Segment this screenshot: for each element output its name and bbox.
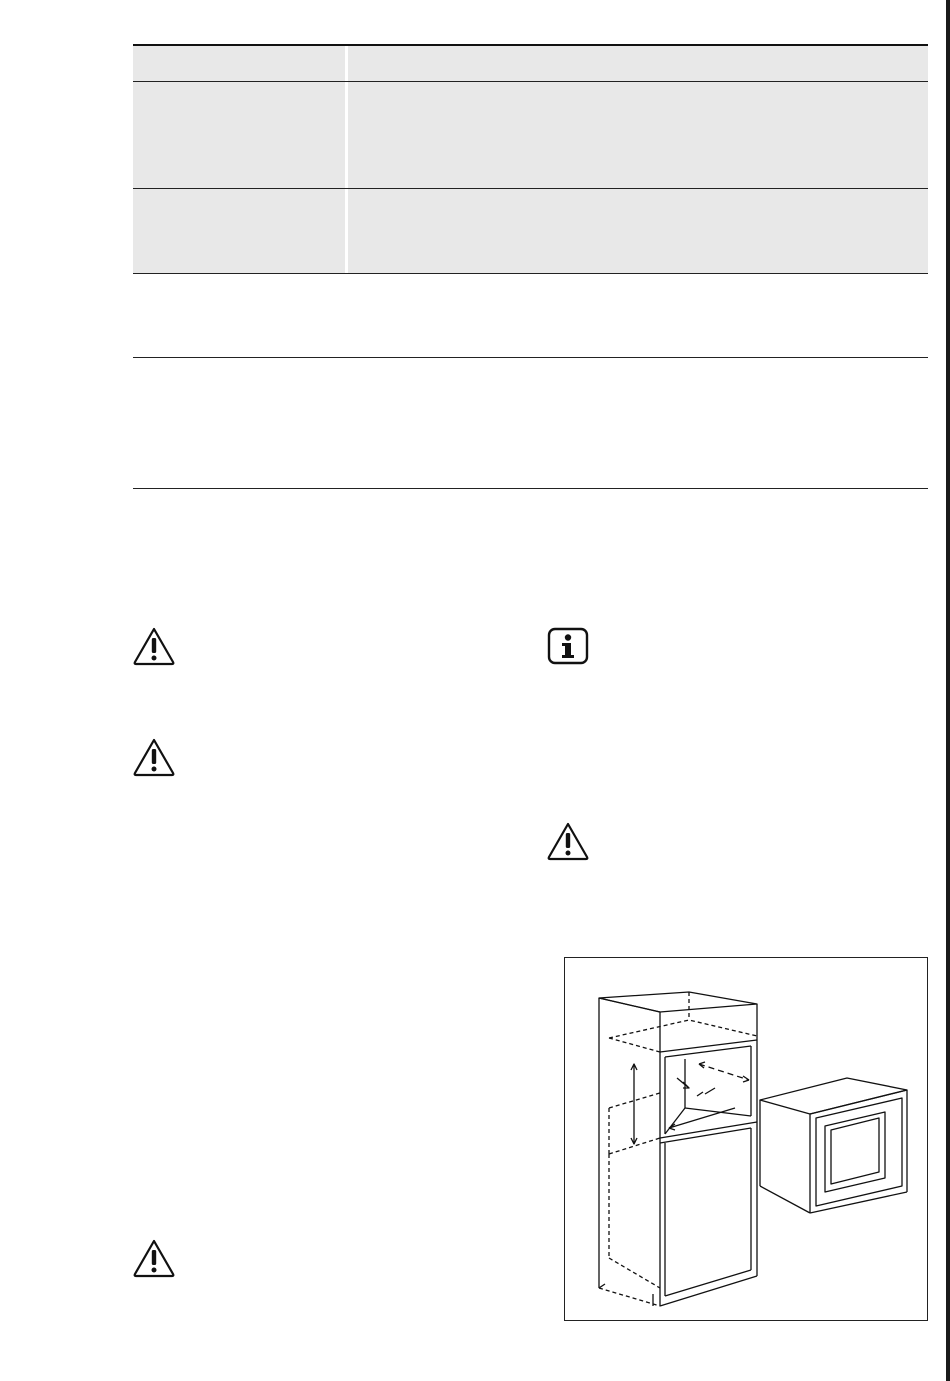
table-bottom-rule: [133, 488, 928, 489]
table-header-row: [133, 46, 928, 81]
warning-triangle-icon: [132, 737, 176, 777]
cabinet-installation-drawing: [565, 958, 927, 1320]
warning-triangle-icon: [132, 626, 176, 666]
table-cell: [348, 358, 928, 488]
table-cell: [133, 358, 345, 488]
info-icon: [547, 627, 589, 665]
table-row: [133, 189, 928, 273]
warning-triangle-icon: [546, 821, 590, 861]
table-cell: [133, 189, 345, 273]
page-edge-bar: [946, 0, 950, 1381]
table-cell: [348, 82, 928, 188]
installation-figure: [564, 957, 928, 1321]
table-header-cell-1: [133, 46, 345, 81]
table-cell: [133, 274, 345, 357]
table-cell: [133, 82, 345, 188]
table-row: [133, 358, 928, 488]
table-cell: [348, 189, 928, 273]
table-row: [133, 82, 928, 188]
table-cell: [348, 274, 928, 357]
table-header-cell-2: [348, 46, 928, 81]
warning-triangle-icon: [132, 1238, 176, 1278]
table-row: [133, 274, 928, 357]
